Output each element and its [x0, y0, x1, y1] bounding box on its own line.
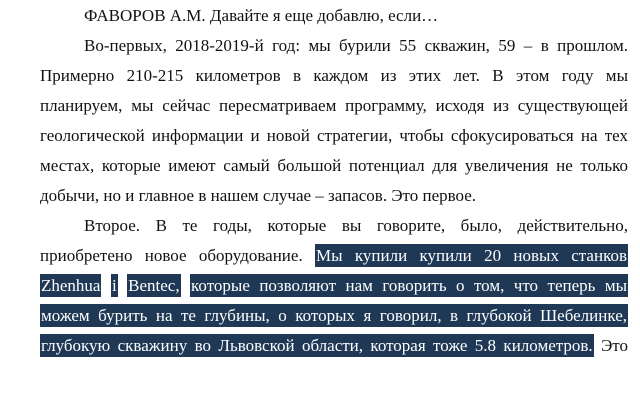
text-line: [40, 61, 628, 91]
highlighted-text: Bentec,: [128, 276, 180, 295]
text-line: [40, 271, 628, 301]
plain-text: Во-первых, 2018-2019-й год: мы бурили 55 скважин, 59 – в прошлом.: [84, 36, 628, 55]
text-line: [40, 31, 628, 61]
highlighted-text: Мы купили купили 20 новых станков: [316, 246, 627, 265]
text-line: [40, 1, 628, 31]
text-line: [40, 151, 628, 181]
highlighted-text: Zhenhua: [41, 276, 101, 295]
document-text-block: [40, 1, 628, 361]
plain-text: Второе. В те годы, которые вы говорите, было, действительно,: [84, 216, 628, 235]
plain-text: приобретено новое оборудование.: [40, 246, 303, 265]
text-line: [40, 301, 628, 331]
plain-text: ФАВОРОВ А.М. Давайте я еще добавлю, если…: [84, 6, 439, 25]
plain-text: геологической информации и новой стратегии, чтобы сфокусироваться на тех: [40, 126, 628, 145]
text-line: [40, 181, 628, 211]
text-line: [40, 121, 628, 151]
highlighted-text: глубокую скважину во Львовской области, которая тоже 5.8 километров.: [41, 336, 593, 355]
text-line: [40, 241, 628, 271]
highlighted-text: і: [111, 276, 117, 295]
plain-text: добычи, но и главное в нашем случае – запасов. Это первое.: [40, 186, 477, 205]
plain-text: планируем, мы сейчас пересматриваем программу, исходя из существующей: [40, 96, 628, 115]
text-line: [40, 91, 628, 121]
highlighted-text: можем бурить на те глубины, о которых я говорил, в глубокой Шебелинке,: [41, 306, 627, 325]
highlighted-text: которые позволяют нам говорить о том, что теперь мы: [191, 276, 628, 295]
plain-text: местах, которые имеют самый большой потенциал для увеличения не только: [40, 156, 628, 175]
text-line: [40, 331, 628, 361]
plain-text: Примерно 210-215 километров в каждом из этих лет. В этом году мы: [40, 66, 628, 85]
text-line: [40, 211, 628, 241]
plain-text: Это: [601, 336, 628, 355]
